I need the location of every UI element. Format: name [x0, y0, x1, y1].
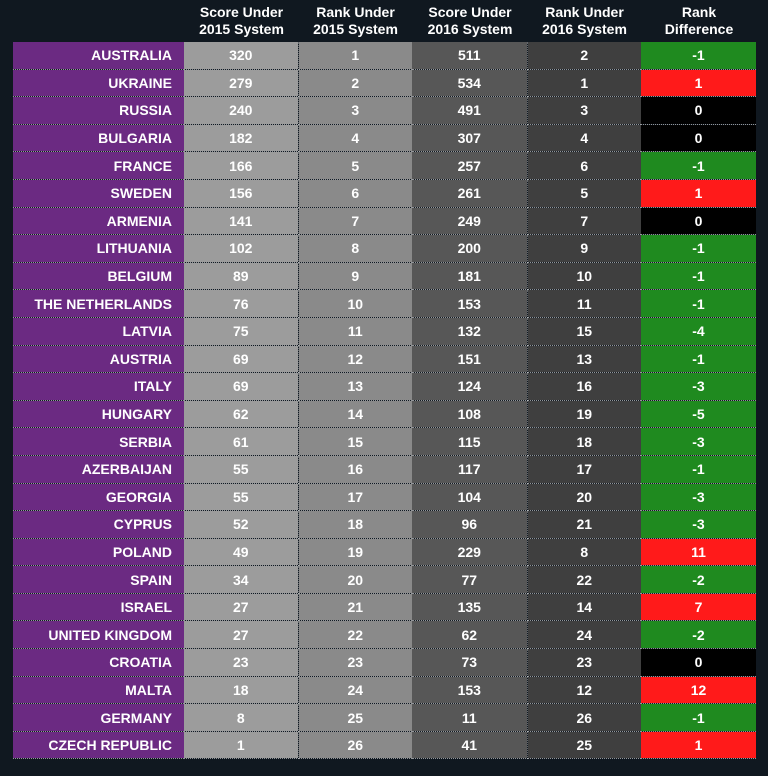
country-cell: LATVIA — [13, 317, 184, 345]
score-2015-cell: 182 — [184, 124, 298, 152]
rank-difference-cell: -1 — [641, 290, 756, 318]
score-2016-cell: 117 — [412, 455, 527, 483]
score-2015-cell: 49 — [184, 538, 298, 566]
rank-2015-cell: 1 — [298, 42, 412, 69]
score-2016-cell: 307 — [412, 124, 527, 152]
rank-2015-cell: 25 — [298, 704, 412, 732]
score-2016-cell: 73 — [412, 649, 527, 677]
country-cell: UNITED KINGDOM — [13, 621, 184, 649]
country-cell: THE NETHERLANDS — [13, 290, 184, 318]
table-row — [13, 152, 756, 180]
rank-2015-cell: 17 — [298, 483, 412, 511]
table-row — [13, 621, 756, 649]
rank-2015-cell: 24 — [298, 676, 412, 704]
score-2015-cell: 89 — [184, 262, 298, 290]
rank-2015-cell: 4 — [298, 124, 412, 152]
rank-2015-cell: 7 — [298, 207, 412, 235]
score-2016-cell: 41 — [412, 731, 527, 759]
score-2016-cell: 229 — [412, 538, 527, 566]
score-2015-cell: 69 — [184, 373, 298, 401]
rank-2015-cell: 2 — [298, 69, 412, 97]
country-cell: AUSTRIA — [13, 345, 184, 373]
rank-difference-cell: -2 — [641, 621, 756, 649]
header-rank-difference-line2: Difference — [664, 21, 734, 37]
country-cell: CROATIA — [13, 649, 184, 677]
score-2015-cell: 240 — [184, 97, 298, 125]
rank-2016-cell: 26 — [527, 704, 641, 732]
score-2015-cell: 76 — [184, 290, 298, 318]
header-score-2016-line2: 2016 System — [427, 21, 513, 37]
rank-difference-cell: -1 — [641, 152, 756, 180]
table-row — [13, 97, 756, 125]
country-cell: ITALY — [13, 373, 184, 401]
score-2016-cell: 77 — [412, 566, 527, 594]
rank-2015-cell: 21 — [298, 593, 412, 621]
rank-difference-cell: -1 — [641, 455, 756, 483]
table-row — [13, 649, 756, 677]
country-cell: AZERBAIJAN — [13, 455, 184, 483]
score-2016-cell: 181 — [412, 262, 527, 290]
rank-2016-cell: 1 — [527, 69, 641, 97]
rank-difference-cell: 12 — [641, 676, 756, 704]
rank-2016-cell: 9 — [527, 235, 641, 263]
score-2016-cell: 115 — [412, 428, 527, 456]
rank-2015-cell: 18 — [298, 511, 412, 539]
rank-2015-cell: 15 — [298, 428, 412, 456]
score-2015-cell: 55 — [184, 483, 298, 511]
rank-difference-cell: 7 — [641, 593, 756, 621]
rank-2016-cell: 2 — [527, 42, 641, 69]
country-cell: CZECH REPUBLIC — [13, 731, 184, 759]
table-row — [13, 262, 756, 290]
country-cell: RUSSIA — [13, 97, 184, 125]
country-cell: SWEDEN — [13, 179, 184, 207]
score-2016-cell: 62 — [412, 621, 527, 649]
table-row — [13, 207, 756, 235]
data-grid — [13, 42, 756, 759]
rank-2016-cell: 18 — [527, 428, 641, 456]
table-row — [13, 235, 756, 263]
header-rank-difference — [642, 0, 756, 42]
rank-difference-cell: 1 — [641, 731, 756, 759]
score-2016-cell: 257 — [412, 152, 527, 180]
table-row — [13, 593, 756, 621]
header-score-2016-line1: Score Under — [428, 4, 512, 20]
rank-difference-cell: 0 — [641, 124, 756, 152]
score-2015-cell: 75 — [184, 317, 298, 345]
score-2016-cell: 200 — [412, 235, 527, 263]
rank-2015-cell: 9 — [298, 262, 412, 290]
rank-difference-cell: 0 — [641, 207, 756, 235]
score-2016-cell: 108 — [412, 400, 527, 428]
table-row — [13, 290, 756, 318]
score-2016-cell: 153 — [412, 676, 527, 704]
score-2016-cell: 261 — [412, 179, 527, 207]
score-2016-cell: 132 — [412, 317, 527, 345]
table-row — [13, 345, 756, 373]
rank-difference-cell: -1 — [641, 262, 756, 290]
table-row — [13, 428, 756, 456]
country-cell: ARMENIA — [13, 207, 184, 235]
score-2016-cell: 104 — [412, 483, 527, 511]
table-row — [13, 704, 756, 732]
rank-difference-cell: 11 — [641, 538, 756, 566]
score-2016-cell: 135 — [412, 593, 527, 621]
rank-2016-cell: 8 — [527, 538, 641, 566]
country-cell: CYPRUS — [13, 511, 184, 539]
score-2015-cell: 1 — [184, 731, 298, 759]
table-row — [13, 511, 756, 539]
rank-2016-cell: 16 — [527, 373, 641, 401]
table-row — [13, 731, 756, 759]
country-cell: GEORGIA — [13, 483, 184, 511]
rank-2015-cell: 20 — [298, 566, 412, 594]
rank-difference-cell: -3 — [641, 483, 756, 511]
country-cell: ISRAEL — [13, 593, 184, 621]
header-rank-difference-line1: Rank — [681, 4, 717, 20]
header-rank-2016 — [528, 0, 641, 42]
grid-body — [13, 42, 756, 759]
table-row — [13, 179, 756, 207]
rank-2016-cell: 12 — [527, 676, 641, 704]
rank-2015-cell: 3 — [298, 97, 412, 125]
header-rank-2016-line1: Rank Under — [545, 4, 624, 20]
table-row — [13, 69, 756, 97]
score-2016-cell: 124 — [412, 373, 527, 401]
score-2015-cell: 34 — [184, 566, 298, 594]
rank-difference-cell: -3 — [641, 373, 756, 401]
country-cell: SPAIN — [13, 566, 184, 594]
rank-2016-cell: 25 — [527, 731, 641, 759]
score-2015-cell: 8 — [184, 704, 298, 732]
score-2016-cell: 491 — [412, 97, 527, 125]
table-row — [13, 124, 756, 152]
score-2015-cell: 279 — [184, 69, 298, 97]
rank-2015-cell: 8 — [298, 235, 412, 263]
rank-2016-cell: 20 — [527, 483, 641, 511]
country-cell: FRANCE — [13, 152, 184, 180]
country-cell: GERMANY — [13, 704, 184, 732]
score-2016-cell: 249 — [412, 207, 527, 235]
table-row — [13, 373, 756, 401]
header-score-2015 — [185, 0, 298, 42]
table-row — [13, 42, 756, 69]
table-row — [13, 455, 756, 483]
rank-difference-cell: 1 — [641, 179, 756, 207]
table-row — [13, 676, 756, 704]
rank-2016-cell: 7 — [527, 207, 641, 235]
score-2015-cell: 27 — [184, 621, 298, 649]
score-2015-cell: 62 — [184, 400, 298, 428]
score-2015-cell: 156 — [184, 179, 298, 207]
table-row — [13, 538, 756, 566]
score-2015-cell: 18 — [184, 676, 298, 704]
score-2015-cell: 61 — [184, 428, 298, 456]
country-cell: AUSTRALIA — [13, 42, 184, 69]
rank-2016-cell: 3 — [527, 97, 641, 125]
table-row — [13, 317, 756, 345]
rank-difference-cell: -1 — [641, 235, 756, 263]
rank-2016-cell: 6 — [527, 152, 641, 180]
rank-2015-cell: 11 — [298, 317, 412, 345]
rank-2015-cell: 22 — [298, 621, 412, 649]
score-2015-cell: 55 — [184, 455, 298, 483]
rank-2015-cell: 12 — [298, 345, 412, 373]
score-2015-cell: 23 — [184, 649, 298, 677]
rank-difference-cell: -1 — [641, 345, 756, 373]
country-cell: HUNGARY — [13, 400, 184, 428]
rank-2015-cell: 6 — [298, 179, 412, 207]
rank-2015-cell: 23 — [298, 649, 412, 677]
country-cell: SERBIA — [13, 428, 184, 456]
rank-2016-cell: 4 — [527, 124, 641, 152]
rank-difference-cell: 0 — [641, 649, 756, 677]
country-cell: BELGIUM — [13, 262, 184, 290]
rank-2015-cell: 16 — [298, 455, 412, 483]
rank-2015-cell: 19 — [298, 538, 412, 566]
table-row — [13, 566, 756, 594]
table-row — [13, 400, 756, 428]
score-2016-cell: 11 — [412, 704, 527, 732]
header-score-2015-line1: Score Under — [199, 4, 284, 20]
score-2015-cell: 69 — [184, 345, 298, 373]
score-2016-cell: 96 — [412, 511, 527, 539]
header-score-2015-line2: 2015 System — [199, 21, 284, 37]
header-rank-2015-line1: Rank Under — [316, 4, 395, 20]
rank-difference-cell: -2 — [641, 566, 756, 594]
rank-2016-cell: 17 — [527, 455, 641, 483]
score-2016-cell: 511 — [412, 42, 527, 69]
rank-difference-cell: 1 — [641, 69, 756, 97]
rank-2016-cell: 24 — [527, 621, 641, 649]
rank-2015-cell: 10 — [298, 290, 412, 318]
rank-2016-cell: 19 — [527, 400, 641, 428]
rank-difference-cell: -1 — [641, 42, 756, 69]
rank-2016-cell: 14 — [527, 593, 641, 621]
country-cell: MALTA — [13, 676, 184, 704]
table-row — [13, 483, 756, 511]
header-rank-2015 — [299, 0, 412, 42]
score-2015-cell: 320 — [184, 42, 298, 69]
score-2015-cell: 52 — [184, 511, 298, 539]
rank-2016-cell: 13 — [527, 345, 641, 373]
rank-2016-cell: 22 — [527, 566, 641, 594]
score-2015-cell: 166 — [184, 152, 298, 180]
score-2015-cell: 141 — [184, 207, 298, 235]
country-cell: POLAND — [13, 538, 184, 566]
rank-difference-cell: -1 — [641, 704, 756, 732]
country-cell: LITHUANIA — [13, 235, 184, 263]
country-cell: BULGARIA — [13, 124, 184, 152]
rank-difference-cell: -3 — [641, 511, 756, 539]
rank-2016-cell: 23 — [527, 649, 641, 677]
rank-2016-cell: 10 — [527, 262, 641, 290]
country-cell: UKRAINE — [13, 69, 184, 97]
score-2016-cell: 153 — [412, 290, 527, 318]
score-2015-cell: 27 — [184, 593, 298, 621]
rank-difference-cell: -5 — [641, 400, 756, 428]
score-2015-cell: 102 — [184, 235, 298, 263]
rank-difference-cell: -3 — [641, 428, 756, 456]
rank-2016-cell: 11 — [527, 290, 641, 318]
rank-2016-cell: 5 — [527, 179, 641, 207]
rank-2015-cell: 5 — [298, 152, 412, 180]
rank-difference-cell: -4 — [641, 317, 756, 345]
rank-difference-cell: 0 — [641, 97, 756, 125]
rank-2015-cell: 26 — [298, 731, 412, 759]
header-rank-2015-line2: 2015 System — [313, 21, 398, 37]
header-score-2016 — [413, 0, 527, 42]
rank-2016-cell: 21 — [527, 511, 641, 539]
rank-2016-cell: 15 — [527, 317, 641, 345]
header-rank-2016-line2: 2016 System — [542, 21, 627, 37]
score-2016-cell: 151 — [412, 345, 527, 373]
rank-2015-cell: 14 — [298, 400, 412, 428]
score-2016-cell: 534 — [412, 69, 527, 97]
rank-2015-cell: 13 — [298, 373, 412, 401]
